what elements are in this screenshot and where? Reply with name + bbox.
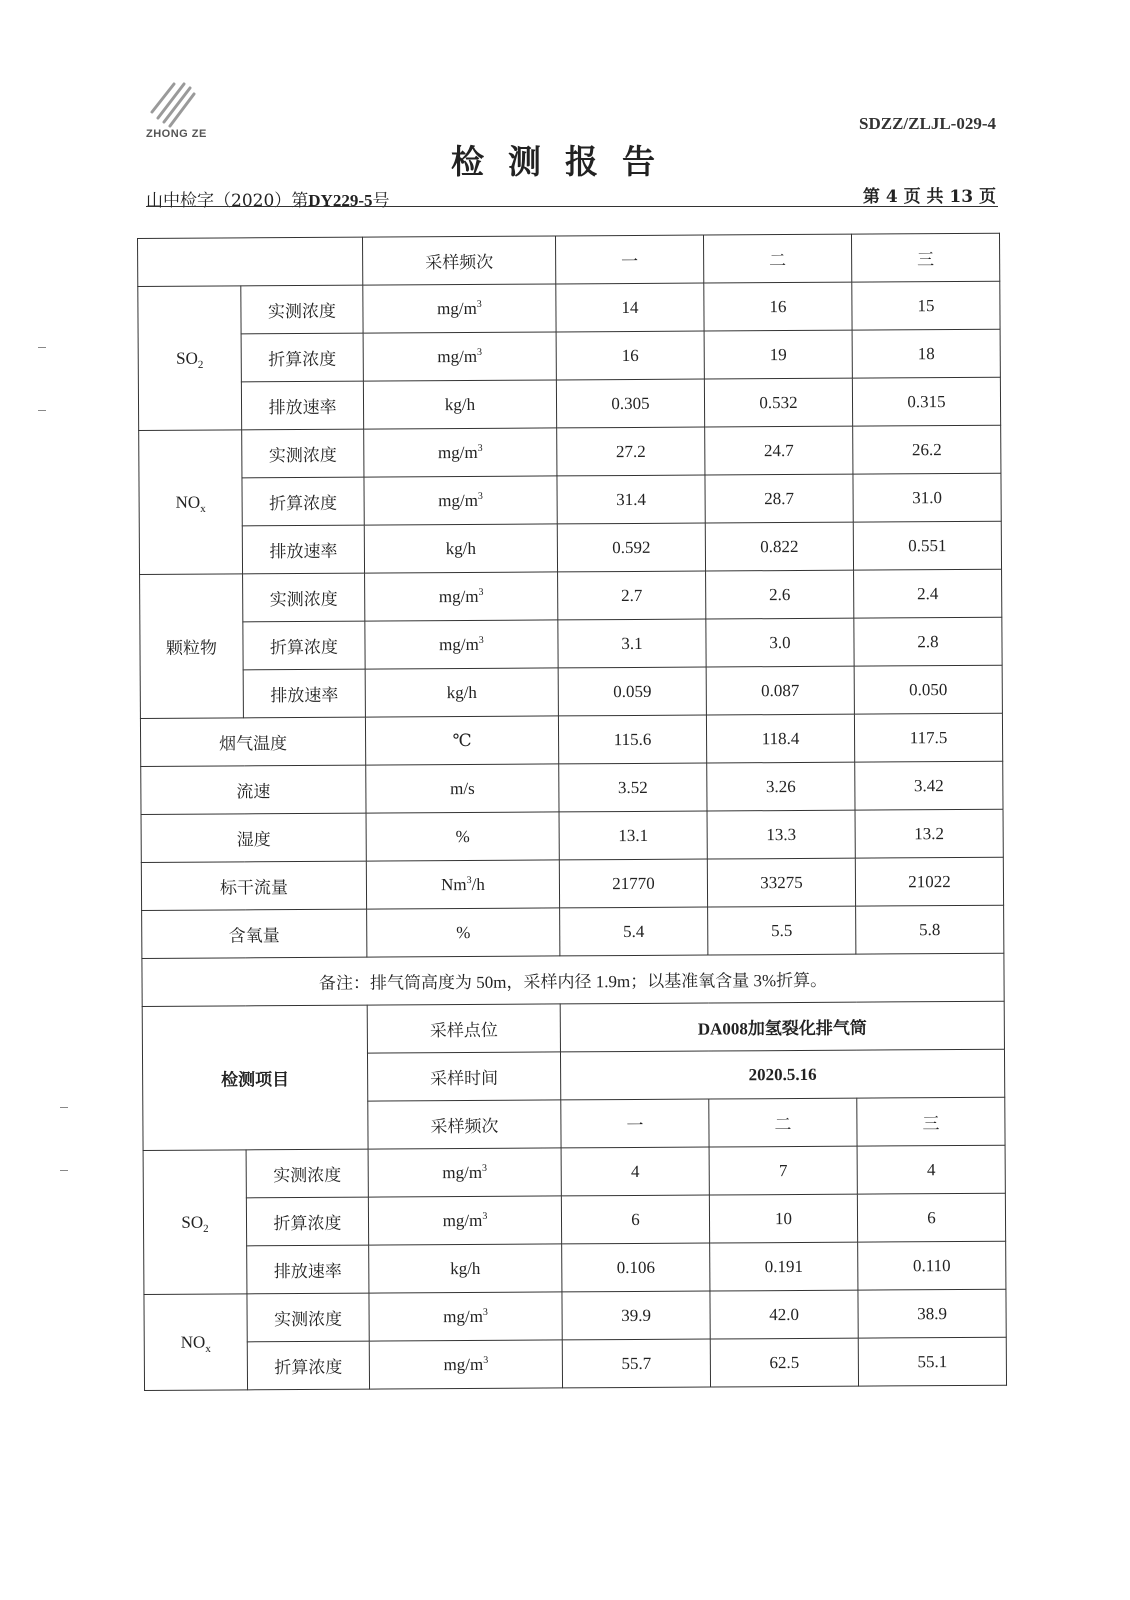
freq-2: 二 — [709, 1098, 857, 1147]
unit-mgm3: $mg/m^3$ — [364, 428, 557, 477]
value-cell: 13.1 — [559, 811, 707, 860]
value-cell: 0.059 — [558, 667, 706, 716]
sampling-freq-label: 采样频次 — [362, 236, 555, 285]
scan-mark — [60, 1170, 68, 1171]
unit-kgh: kg/h — [364, 524, 557, 573]
value-cell: 4 — [857, 1145, 1005, 1194]
value-cell: 0.592 — [557, 523, 705, 572]
page-indicator: 第 4 页 共 13 页 — [862, 187, 996, 207]
so2-label: $SO_2$ — [138, 286, 242, 431]
unit-percent: % — [367, 908, 560, 957]
value-cell: 4 — [561, 1147, 709, 1196]
value-cell: 0.551 — [853, 521, 1001, 570]
table-row — [138, 281, 1000, 334]
value-cell: 16 — [704, 282, 852, 331]
table-row — [140, 569, 1002, 622]
value-cell: 27.2 — [557, 427, 705, 476]
value-cell: 38.9 — [858, 1289, 1006, 1338]
so2-label: $SO_2$ — [143, 1150, 247, 1295]
table-row — [143, 1145, 1005, 1198]
scan-mark — [38, 410, 46, 411]
table-row — [141, 809, 1003, 862]
value-cell: 5.5 — [708, 906, 856, 955]
rate-label: 排放速率 — [243, 669, 365, 718]
freq-3: 三 — [851, 233, 999, 282]
unit-kgh: kg/h — [365, 668, 558, 717]
value-cell: 15 — [852, 281, 1000, 330]
value-cell: 39.9 — [562, 1291, 710, 1340]
std-flow-label: 标干流量 — [141, 861, 366, 910]
document-code: SDZZ/ZLJL-029-4 — [859, 114, 996, 133]
value-cell: 0.822 — [705, 522, 853, 571]
value-cell: 115.6 — [558, 715, 706, 764]
page-title: 检测报告 — [451, 142, 679, 181]
nox-label: $NO_x$ — [139, 430, 243, 575]
value-cell: 19 — [704, 330, 852, 379]
value-cell: 7 — [709, 1146, 857, 1195]
value-cell: 0.110 — [858, 1241, 1006, 1290]
converted-label: 折算浓度 — [242, 477, 364, 526]
unit-percent: % — [366, 812, 559, 861]
rate-label: 排放速率 — [241, 381, 363, 430]
value-cell: 13.3 — [707, 810, 855, 859]
value-cell: 3.1 — [558, 619, 706, 668]
table-row — [140, 713, 1002, 766]
logo-text: ZHONG ZE — [146, 128, 207, 140]
sampling-freq-label: 采样频次 — [368, 1100, 561, 1149]
temp-label: 烟气温度 — [140, 717, 365, 766]
sampling-point-label: 采样点位 — [367, 1004, 560, 1053]
measured-label: 实测浓度 — [241, 285, 363, 334]
table-row — [142, 953, 1004, 1006]
measured-label: 实测浓度 — [247, 1293, 369, 1342]
value-cell: 0.191 — [710, 1242, 858, 1291]
freq-1: 一 — [561, 1099, 709, 1148]
value-cell: 3.52 — [559, 763, 707, 812]
table-row — [140, 617, 1002, 670]
sampling-time-label: 采样时间 — [367, 1052, 560, 1101]
unit-kgh: kg/h — [363, 380, 556, 429]
converted-label: 折算浓度 — [243, 621, 365, 670]
unit-mgm3: $mg/m^3$ — [364, 476, 557, 525]
table-row — [143, 1193, 1005, 1246]
value-cell: 2.6 — [706, 570, 854, 619]
unit-mgm3: $mg/m^3$ — [368, 1148, 561, 1197]
value-cell: 10 — [709, 1194, 857, 1243]
value-cell: 21770 — [559, 859, 707, 908]
report-number: 山中检字（2020）第DY229-5号 — [146, 191, 390, 211]
value-cell: 42.0 — [710, 1290, 858, 1339]
unit-mgm3: $mg/m^3$ — [365, 572, 558, 621]
unit-mgm3: $mg/m^3$ — [365, 620, 558, 669]
table-row — [141, 857, 1003, 910]
value-cell: 0.532 — [704, 378, 852, 427]
value-cell: 2.7 — [558, 571, 706, 620]
value-cell: 18 — [852, 329, 1000, 378]
value-cell: 0.050 — [854, 665, 1002, 714]
table-row — [140, 665, 1002, 718]
measured-label: 实测浓度 — [246, 1149, 368, 1198]
value-cell: 0.315 — [852, 377, 1000, 426]
remark-note: 备注：排气筒高度为 50m，采样内径 1.9m；以基准氧含量 3%折算。 — [142, 953, 1004, 1006]
value-cell: 3.42 — [855, 761, 1003, 810]
sampling-time-value: 2020.5.16 — [560, 1049, 1004, 1100]
value-cell: 31.0 — [853, 473, 1001, 522]
value-cell: 62.5 — [710, 1338, 858, 1387]
unit-mgm3: $mg/m^3$ — [369, 1292, 562, 1341]
value-cell: 16 — [556, 331, 704, 380]
converted-label: 折算浓度 — [246, 1197, 368, 1246]
empty-cell — [138, 237, 363, 286]
value-cell: 3.0 — [706, 618, 854, 667]
freq-1: 一 — [555, 235, 703, 284]
sampling-point-value: DA008加氢裂化排气筒 — [560, 1001, 1004, 1052]
table-row — [139, 473, 1001, 526]
value-cell: 6 — [561, 1195, 709, 1244]
table-row — [139, 521, 1001, 574]
rate-label: 排放速率 — [247, 1245, 369, 1294]
table-row — [144, 1289, 1006, 1342]
rate-label: 排放速率 — [242, 525, 364, 574]
measured-label: 实测浓度 — [242, 429, 364, 478]
value-cell: 5.4 — [560, 907, 708, 956]
header-rule — [146, 206, 998, 207]
value-cell: 2.8 — [854, 617, 1002, 666]
table-row — [142, 1001, 1004, 1054]
table-row — [142, 905, 1004, 958]
table-row — [138, 233, 1000, 286]
unit-ms: m/s — [366, 764, 559, 813]
test-item-label: 检测项目 — [142, 1005, 368, 1150]
value-cell: 0.305 — [556, 379, 704, 428]
scan-mark — [38, 347, 46, 348]
flow-label: 流速 — [141, 765, 366, 814]
value-cell: 31.4 — [557, 475, 705, 524]
value-cell: 24.7 — [705, 426, 853, 475]
unit-mgm3: $mg/m^3$ — [363, 284, 556, 333]
table-row — [144, 1241, 1006, 1294]
value-cell: 21022 — [855, 857, 1003, 906]
nox-label: $NO_x$ — [144, 1294, 248, 1391]
value-cell: 55.1 — [858, 1337, 1006, 1386]
freq-3: 三 — [857, 1097, 1005, 1146]
value-cell: 0.087 — [706, 666, 854, 715]
scan-mark — [60, 1107, 68, 1108]
table-row — [144, 1337, 1006, 1390]
value-cell: 28.7 — [705, 474, 853, 523]
value-cell: 3.26 — [707, 762, 855, 811]
freq-2: 二 — [703, 234, 851, 283]
converted-label: 折算浓度 — [241, 333, 363, 382]
test-results-table — [137, 233, 1007, 1391]
value-cell: 117.5 — [854, 713, 1002, 762]
unit-nm3h: Nm$^3$/h — [366, 860, 559, 909]
unit-kgh: kg/h — [369, 1244, 562, 1293]
unit-mgm3: $mg/m^3$ — [369, 1340, 562, 1389]
value-cell: 33275 — [707, 858, 855, 907]
oxygen-label: 含氧量 — [142, 909, 367, 958]
table-row — [139, 425, 1001, 478]
value-cell: 5.8 — [856, 905, 1004, 954]
particulate-label: 颗粒物 — [140, 574, 244, 719]
unit-mgm3: $mg/m^3$ — [368, 1196, 561, 1245]
converted-label: 折算浓度 — [247, 1341, 369, 1390]
humidity-label: 湿度 — [141, 813, 366, 862]
value-cell: 13.2 — [855, 809, 1003, 858]
value-cell: 0.106 — [562, 1243, 710, 1292]
measured-label: 实测浓度 — [243, 573, 365, 622]
value-cell: 14 — [556, 283, 704, 332]
value-cell: 55.7 — [562, 1339, 710, 1388]
table-row — [141, 761, 1003, 814]
table-row — [138, 377, 1000, 430]
table-row — [138, 329, 1000, 382]
unit-mgm3: $mg/m^3$ — [363, 332, 556, 381]
unit-celsius: ℃ — [365, 716, 558, 765]
value-cell: 26.2 — [853, 425, 1001, 474]
value-cell: 6 — [857, 1193, 1005, 1242]
value-cell: 118.4 — [706, 714, 854, 763]
value-cell: 2.4 — [854, 569, 1002, 618]
